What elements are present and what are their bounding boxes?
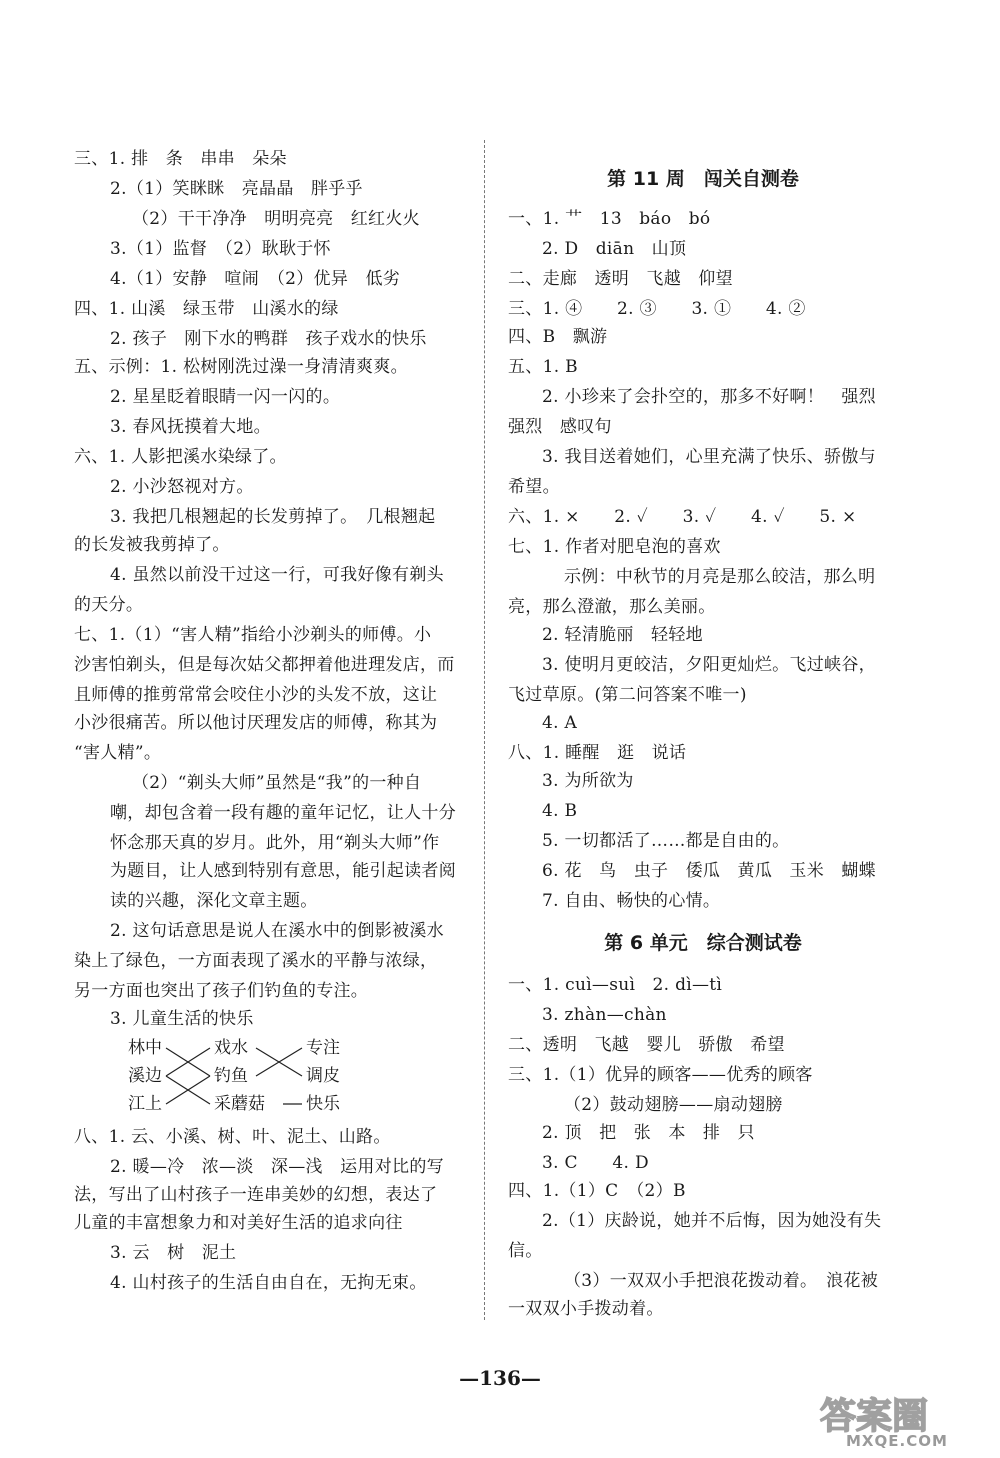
answer-line: 五、1. B — [508, 357, 578, 377]
matching-lines — [128, 1038, 428, 1120]
answer-line: 且师傅的推剪常常会咬住小沙的头发不放，这让 — [74, 685, 438, 705]
answer-line: 嘲，却包含着一段有趣的童年记忆，让人十分 — [110, 803, 456, 823]
answer-line: 怀念那天真的岁月。此外，用“剃头大师”作 — [110, 833, 440, 853]
answer-line: 2. 轻清脆丽 轻轻地 — [542, 625, 703, 645]
answer-line: 2. D diān 山顶 — [542, 239, 687, 259]
match-right-item: 专注 — [306, 1038, 340, 1058]
answer-line: 读的兴趣，深化文章主题。 — [110, 891, 318, 911]
answer-line: 3. 使明月更皎洁，夕阳更灿烂。飞过峡谷， — [542, 655, 876, 675]
answer-line: （2）鼓动翅膀——扇动翅膀 — [564, 1095, 783, 1115]
answer-line: 亮，那么澄澈，那么美丽。 — [508, 597, 716, 617]
answer-line: “害人精”。 — [74, 743, 162, 763]
matching-exercise — [128, 1038, 428, 1120]
answer-line: 2. 星星眨着眼睛一闪一闪的。 — [110, 387, 341, 407]
answer-line: 4. A — [542, 713, 578, 733]
answer-line: 4.（1）安静 喧闹 （2）优异 低劣 — [110, 269, 401, 289]
answer-line: 七、1. 作者对肥皂泡的喜欢 — [508, 537, 721, 557]
answer-line: 四、B 飘游 — [508, 327, 608, 347]
answer-line: 为题目，让人感到特别有意思，能引起读者阅 — [110, 861, 456, 881]
answer-line: 的天分。 — [74, 595, 144, 615]
match-right-item: 快乐 — [306, 1094, 340, 1114]
answer-line: 另一方面也突出了孩子们钓鱼的专注。 — [74, 981, 369, 1001]
answer-line: 4. 虽然以前没干过这一行，可我好像有剃头 — [110, 565, 444, 585]
answer-line: 2.（1）庆龄说，她并不后悔，因为她没有失 — [542, 1211, 882, 1231]
answer-line: 2.（1）笑眯眯 亮晶晶 胖乎乎 — [110, 179, 363, 199]
watermark-logo — [800, 1386, 996, 1456]
column-divider — [484, 140, 485, 1320]
answer-line: 三、1. ④ 2. ③ 3. ① 4. ② — [508, 299, 806, 319]
answer-line: 2. 小珍来了会扑空的，那多不好啊！ 强烈 — [542, 387, 876, 407]
answer-line: 3. zhàn—chàn — [542, 1005, 667, 1025]
answer-line: 二、走廊 透明 飞越 仰望 — [508, 269, 733, 289]
answer-line: 六、1. 人影把溪水染绿了。 — [74, 447, 287, 467]
answer-line: 三、1.（1）优异的顾客——优秀的顾客 — [508, 1065, 813, 1085]
answer-line: 二、透明 飞越 婴儿 骄傲 希望 — [508, 1035, 785, 1055]
match-middle-item: 采蘑菇 — [214, 1094, 265, 1114]
watermark-logo-text: 答案圈 — [820, 1396, 929, 1437]
answer-line: 六、1. × 2. ✓ 3. ✓ 4. ✓ 5. × — [508, 507, 857, 527]
watermark-url: MXQE.COM — [846, 1432, 948, 1450]
answer-line: 3. 我目送着她们，心里充满了快乐、骄傲与 — [542, 447, 876, 467]
answer-line: 四、1. 山溪 绿玉带 山溪水的绿 — [74, 299, 339, 319]
match-middle-item: 戏水 — [214, 1038, 248, 1058]
answer-line: 八、1. 睡醒 逛 说话 — [508, 743, 687, 763]
section-heading-week11: 第 11 周 闯关自测卷 — [607, 168, 799, 190]
answer-line: 3. 春风抚摸着大地。 — [110, 417, 271, 437]
answer-line: 的长发被我剪掉了。 — [74, 535, 230, 555]
answer-line: 法，写出了山村孩子一连串美妙的幻想，表达了 — [74, 1185, 438, 1205]
answer-line: （2）“剃头大师”虽然是“我”的一种自 — [132, 773, 422, 793]
answer-line: 七、1.（1）“害人精”指给小沙剃头的师傅。小 — [74, 625, 432, 645]
answer-line: 3.（1）监督 （2）耿耿于怀 — [110, 239, 331, 259]
answer-line: 希望。 — [508, 477, 560, 497]
match-left-item: 溪边 — [128, 1066, 162, 1086]
answer-line: （2）干干净净 明明亮亮 红红火火 — [132, 209, 420, 229]
answer-line: 八、1. 云、小溪、树、叶、泥土、山路。 — [74, 1127, 391, 1147]
answer-line: 3. 儿童生活的快乐 — [110, 1009, 254, 1029]
answer-line: 三、1. 排 条 串串 朵朵 — [74, 149, 287, 169]
answer-line: 2. 顶 把 张 本 排 只 — [542, 1123, 755, 1143]
answer-line: 3. 为所欲为 — [542, 771, 634, 791]
answer-line: 沙害怕剃头，但是每次姑父都押着他进理发店，而 — [74, 655, 455, 675]
answer-line: 一、1. 艹 13 báo bó — [508, 209, 711, 229]
answer-line: 4. B — [542, 801, 578, 821]
answer-line: 飞过草原。(第二问答案不唯一) — [508, 685, 747, 705]
page-number: —136— — [459, 1366, 541, 1390]
answer-line: 小沙很痛苦。所以他讨厌理发店的师傅，称其为 — [74, 713, 438, 733]
answer-line: 一、1. cuì—suì 2. dì—tì — [508, 975, 723, 995]
answer-line: 4. 山村孩子的生活自由自在，无拘无束。 — [110, 1273, 427, 1293]
answer-line: 一双双小手拨动着。 — [508, 1299, 664, 1319]
answer-line: 强烈 感叹句 — [508, 417, 612, 437]
answer-line: 3. 云 树 泥土 — [110, 1243, 237, 1263]
answer-line: 7. 自由、畅快的心情。 — [542, 891, 721, 911]
answer-line: 信。 — [508, 1241, 543, 1261]
answer-line: 2. 孩子 刚下水的鸭群 孩子戏水的快乐 — [110, 329, 427, 349]
match-left-item: 林中 — [128, 1038, 162, 1058]
answer-line: 5. 一切都活了……都是自由的。 — [542, 831, 790, 851]
section-heading-unit6: 第 6 单元 综合测试卷 — [604, 932, 802, 954]
answer-line: 2. 暖—冷 浓—淡 深—浅 运用对比的写 — [110, 1157, 444, 1177]
match-right-item: 调皮 — [306, 1066, 340, 1086]
answer-line: 示例：中秋节的月亮是那么皎洁，那么明 — [564, 567, 876, 587]
answer-line: 五、示例：1. 松树刚洗过澡一身清清爽爽。 — [74, 357, 408, 377]
answer-line: （3）一双双小手把浪花拨动着。 浪花被 — [564, 1271, 879, 1291]
answer-line: 3. C 4. D — [542, 1153, 649, 1173]
answer-line: 四、1.（1）C （2）B — [508, 1181, 686, 1201]
answer-line: 6. 花 鸟 虫子 倭瓜 黄瓜 玉米 蝴蝶 — [542, 861, 876, 881]
answer-line: 染上了绿色，一方面表现了溪水的平静与浓绿， — [74, 951, 438, 971]
match-middle-item: 钓鱼 — [214, 1066, 248, 1086]
match-left-item: 江上 — [128, 1094, 162, 1114]
answer-line: 儿童的丰富想象力和对美好生活的追求向往 — [74, 1213, 403, 1233]
answer-line: 3. 我把几根翘起的长发剪掉了。 几根翘起 — [110, 507, 436, 527]
answer-line: 2. 这句话意思是说人在溪水中的倒影被溪水 — [110, 921, 444, 941]
answer-line: 2. 小沙怒视对方。 — [110, 477, 254, 497]
